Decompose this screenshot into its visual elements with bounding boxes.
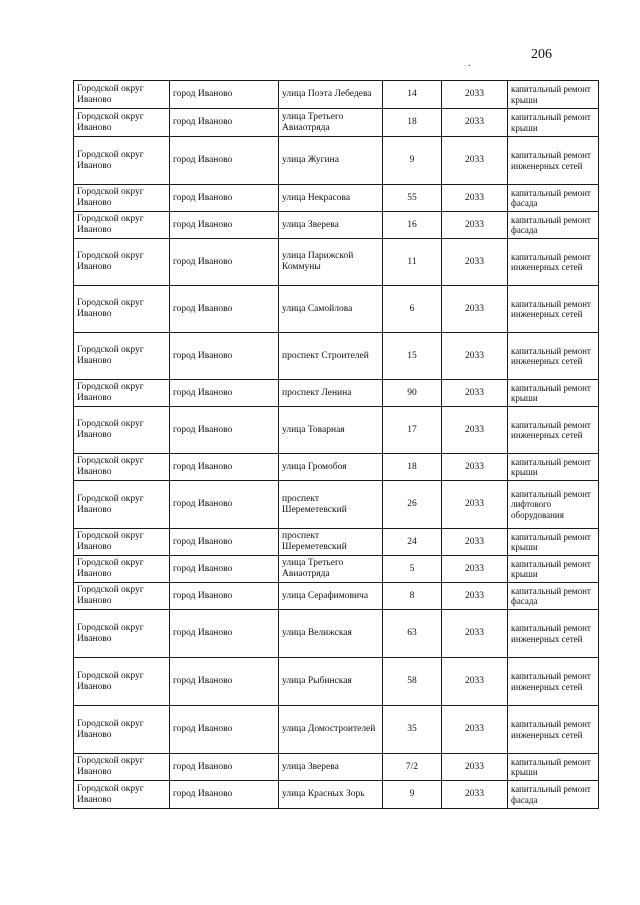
table-row [74, 137, 599, 185]
table-row [74, 583, 599, 610]
table-row [74, 81, 599, 109]
district-cell: Городской округ Иваново [74, 556, 170, 583]
city-cell: город Иваново [170, 137, 279, 185]
district-cell: Городской округ Иваново [74, 583, 170, 610]
city-cell: город Иваново [170, 286, 279, 333]
house-number-cell: 35 [383, 706, 442, 754]
district-cell: Городской округ Иваново [74, 454, 170, 481]
house-number-cell: 9 [383, 137, 442, 185]
house-number-cell: 17 [383, 407, 442, 454]
work-type-cell: капитальный ремонт фасада [508, 583, 599, 610]
district-cell: Городской округ Иваново [74, 286, 170, 333]
district-cell: Городской округ Иваново [74, 212, 170, 239]
district-cell: Городской округ Иваново [74, 137, 170, 185]
house-number-cell: 63 [383, 610, 442, 658]
district-cell: Городской округ Иваново [74, 754, 170, 781]
table-row [74, 333, 599, 380]
street-cell: улица Рыбинская [279, 658, 383, 706]
work-type-cell: капитальный ремонт инженерных сетей [508, 137, 599, 185]
work-type-cell: капитальный ремонт лифтового оборудования [508, 481, 599, 529]
city-cell: город Иваново [170, 454, 279, 481]
house-number-cell: 90 [383, 380, 442, 407]
year-cell: 2033 [442, 754, 508, 781]
table-row [74, 754, 599, 781]
work-type-cell: капитальный ремонт инженерных сетей [508, 610, 599, 658]
year-cell: 2033 [442, 529, 508, 556]
district-cell: Городской округ Иваново [74, 529, 170, 556]
table-row [74, 109, 599, 137]
street-cell: улица Зверева [279, 212, 383, 239]
house-number-cell: 14 [383, 81, 442, 109]
work-type-cell: капитальный ремонт фасада [508, 212, 599, 239]
house-number-cell: 11 [383, 239, 442, 286]
work-type-cell: капитальный ремонт крыши [508, 380, 599, 407]
house-number-cell: 55 [383, 185, 442, 212]
work-type-cell: капитальный ремонт фасада [508, 185, 599, 212]
year-cell: 2033 [442, 212, 508, 239]
district-cell: Городской округ Иваново [74, 380, 170, 407]
house-number-cell: 9 [383, 781, 442, 809]
page-dot: . [468, 58, 471, 69]
work-type-cell: капитальный ремонт крыши [508, 454, 599, 481]
repair-schedule-table [73, 80, 599, 809]
street-cell: улица Парижской Коммуны [279, 239, 383, 286]
city-cell: город Иваново [170, 109, 279, 137]
street-cell: улица Товарная [279, 407, 383, 454]
house-number-cell: 6 [383, 286, 442, 333]
work-type-cell: капитальный ремонт крыши [508, 556, 599, 583]
district-cell: Городской округ Иваново [74, 481, 170, 529]
table-row [74, 529, 599, 556]
year-cell: 2033 [442, 481, 508, 529]
table-row [74, 185, 599, 212]
district-cell: Городской округ Иваново [74, 81, 170, 109]
work-type-cell: капитальный ремонт инженерных сетей [508, 286, 599, 333]
district-cell: Городской округ Иваново [74, 239, 170, 286]
work-type-cell: капитальный ремонт крыши [508, 81, 599, 109]
street-cell: улица Красных Зорь [279, 781, 383, 809]
work-type-cell: капитальный ремонт инженерных сетей [508, 239, 599, 286]
house-number-cell: 15 [383, 333, 442, 380]
year-cell: 2033 [442, 706, 508, 754]
year-cell: 2033 [442, 81, 508, 109]
page-number: 206 [531, 47, 552, 62]
table-row [74, 706, 599, 754]
city-cell: город Иваново [170, 556, 279, 583]
year-cell: 2033 [442, 610, 508, 658]
year-cell: 2033 [442, 454, 508, 481]
street-cell: улица Поэта Лебедева [279, 81, 383, 109]
city-cell: город Иваново [170, 239, 279, 286]
table-row [74, 454, 599, 481]
street-cell: улица Зверева [279, 754, 383, 781]
city-cell: город Иваново [170, 333, 279, 380]
district-cell: Городской округ Иваново [74, 333, 170, 380]
table-row [74, 239, 599, 286]
work-type-cell: капитальный ремонт крыши [508, 754, 599, 781]
house-number-cell: 26 [383, 481, 442, 529]
year-cell: 2033 [442, 407, 508, 454]
street-cell: проспект Ленина [279, 380, 383, 407]
city-cell: город Иваново [170, 380, 279, 407]
street-cell: проспект Шереметевский [279, 529, 383, 556]
house-number-cell: 18 [383, 454, 442, 481]
year-cell: 2033 [442, 109, 508, 137]
street-cell: улица Домостроителей [279, 706, 383, 754]
work-type-cell: капитальный ремонт инженерных сетей [508, 407, 599, 454]
house-number-cell: 8 [383, 583, 442, 610]
city-cell: город Иваново [170, 754, 279, 781]
year-cell: 2033 [442, 239, 508, 286]
district-cell: Городской округ Иваново [74, 407, 170, 454]
work-type-cell: капитальный ремонт инженерных сетей [508, 333, 599, 380]
year-cell: 2033 [442, 333, 508, 380]
year-cell: 2033 [442, 781, 508, 809]
city-cell: город Иваново [170, 706, 279, 754]
district-cell: Городской округ Иваново [74, 610, 170, 658]
district-cell: Городской округ Иваново [74, 658, 170, 706]
street-cell: проспект Шереметевский [279, 481, 383, 529]
city-cell: город Иваново [170, 583, 279, 610]
year-cell: 2033 [442, 556, 508, 583]
city-cell: город Иваново [170, 407, 279, 454]
year-cell: 2033 [442, 286, 508, 333]
year-cell: 2033 [442, 137, 508, 185]
table-row [74, 610, 599, 658]
city-cell: город Иваново [170, 529, 279, 556]
house-number-cell: 5 [383, 556, 442, 583]
house-number-cell: 24 [383, 529, 442, 556]
district-cell: Городской округ Иваново [74, 109, 170, 137]
district-cell: Городской округ Иваново [74, 185, 170, 212]
city-cell: город Иваново [170, 658, 279, 706]
year-cell: 2033 [442, 658, 508, 706]
city-cell: город Иваново [170, 212, 279, 239]
year-cell: 2033 [442, 185, 508, 212]
city-cell: город Иваново [170, 481, 279, 529]
street-cell: улица Серафимовича [279, 583, 383, 610]
table-row [74, 781, 599, 809]
work-type-cell: капитальный ремонт фасада [508, 781, 599, 809]
house-number-cell: 16 [383, 212, 442, 239]
table-row [74, 556, 599, 583]
work-type-cell: капитальный ремонт крыши [508, 109, 599, 137]
work-type-cell: капитальный ремонт крыши [508, 529, 599, 556]
table-row [74, 212, 599, 239]
year-cell: 2033 [442, 583, 508, 610]
street-cell: улица Третьего Авиаотряда [279, 556, 383, 583]
work-type-cell: капитальный ремонт инженерных сетей [508, 706, 599, 754]
city-cell: город Иваново [170, 781, 279, 809]
house-number-cell: 7/2 [383, 754, 442, 781]
street-cell: улица Жугина [279, 137, 383, 185]
street-cell: улица Некрасова [279, 185, 383, 212]
house-number-cell: 18 [383, 109, 442, 137]
house-number-cell: 58 [383, 658, 442, 706]
work-type-cell: капитальный ремонт инженерных сетей [508, 658, 599, 706]
table-row [74, 286, 599, 333]
street-cell: улица Третьего Авиаотряда [279, 109, 383, 137]
table-row [74, 481, 599, 529]
year-cell: 2033 [442, 380, 508, 407]
city-cell: город Иваново [170, 610, 279, 658]
street-cell: улица Велижская [279, 610, 383, 658]
city-cell: город Иваново [170, 81, 279, 109]
table-row [74, 380, 599, 407]
district-cell: Городской округ Иваново [74, 781, 170, 809]
table-row [74, 407, 599, 454]
city-cell: город Иваново [170, 185, 279, 212]
table-row [74, 658, 599, 706]
street-cell: улица Самойлова [279, 286, 383, 333]
street-cell: проспект Строителей [279, 333, 383, 380]
district-cell: Городской округ Иваново [74, 706, 170, 754]
street-cell: улица Громобоя [279, 454, 383, 481]
